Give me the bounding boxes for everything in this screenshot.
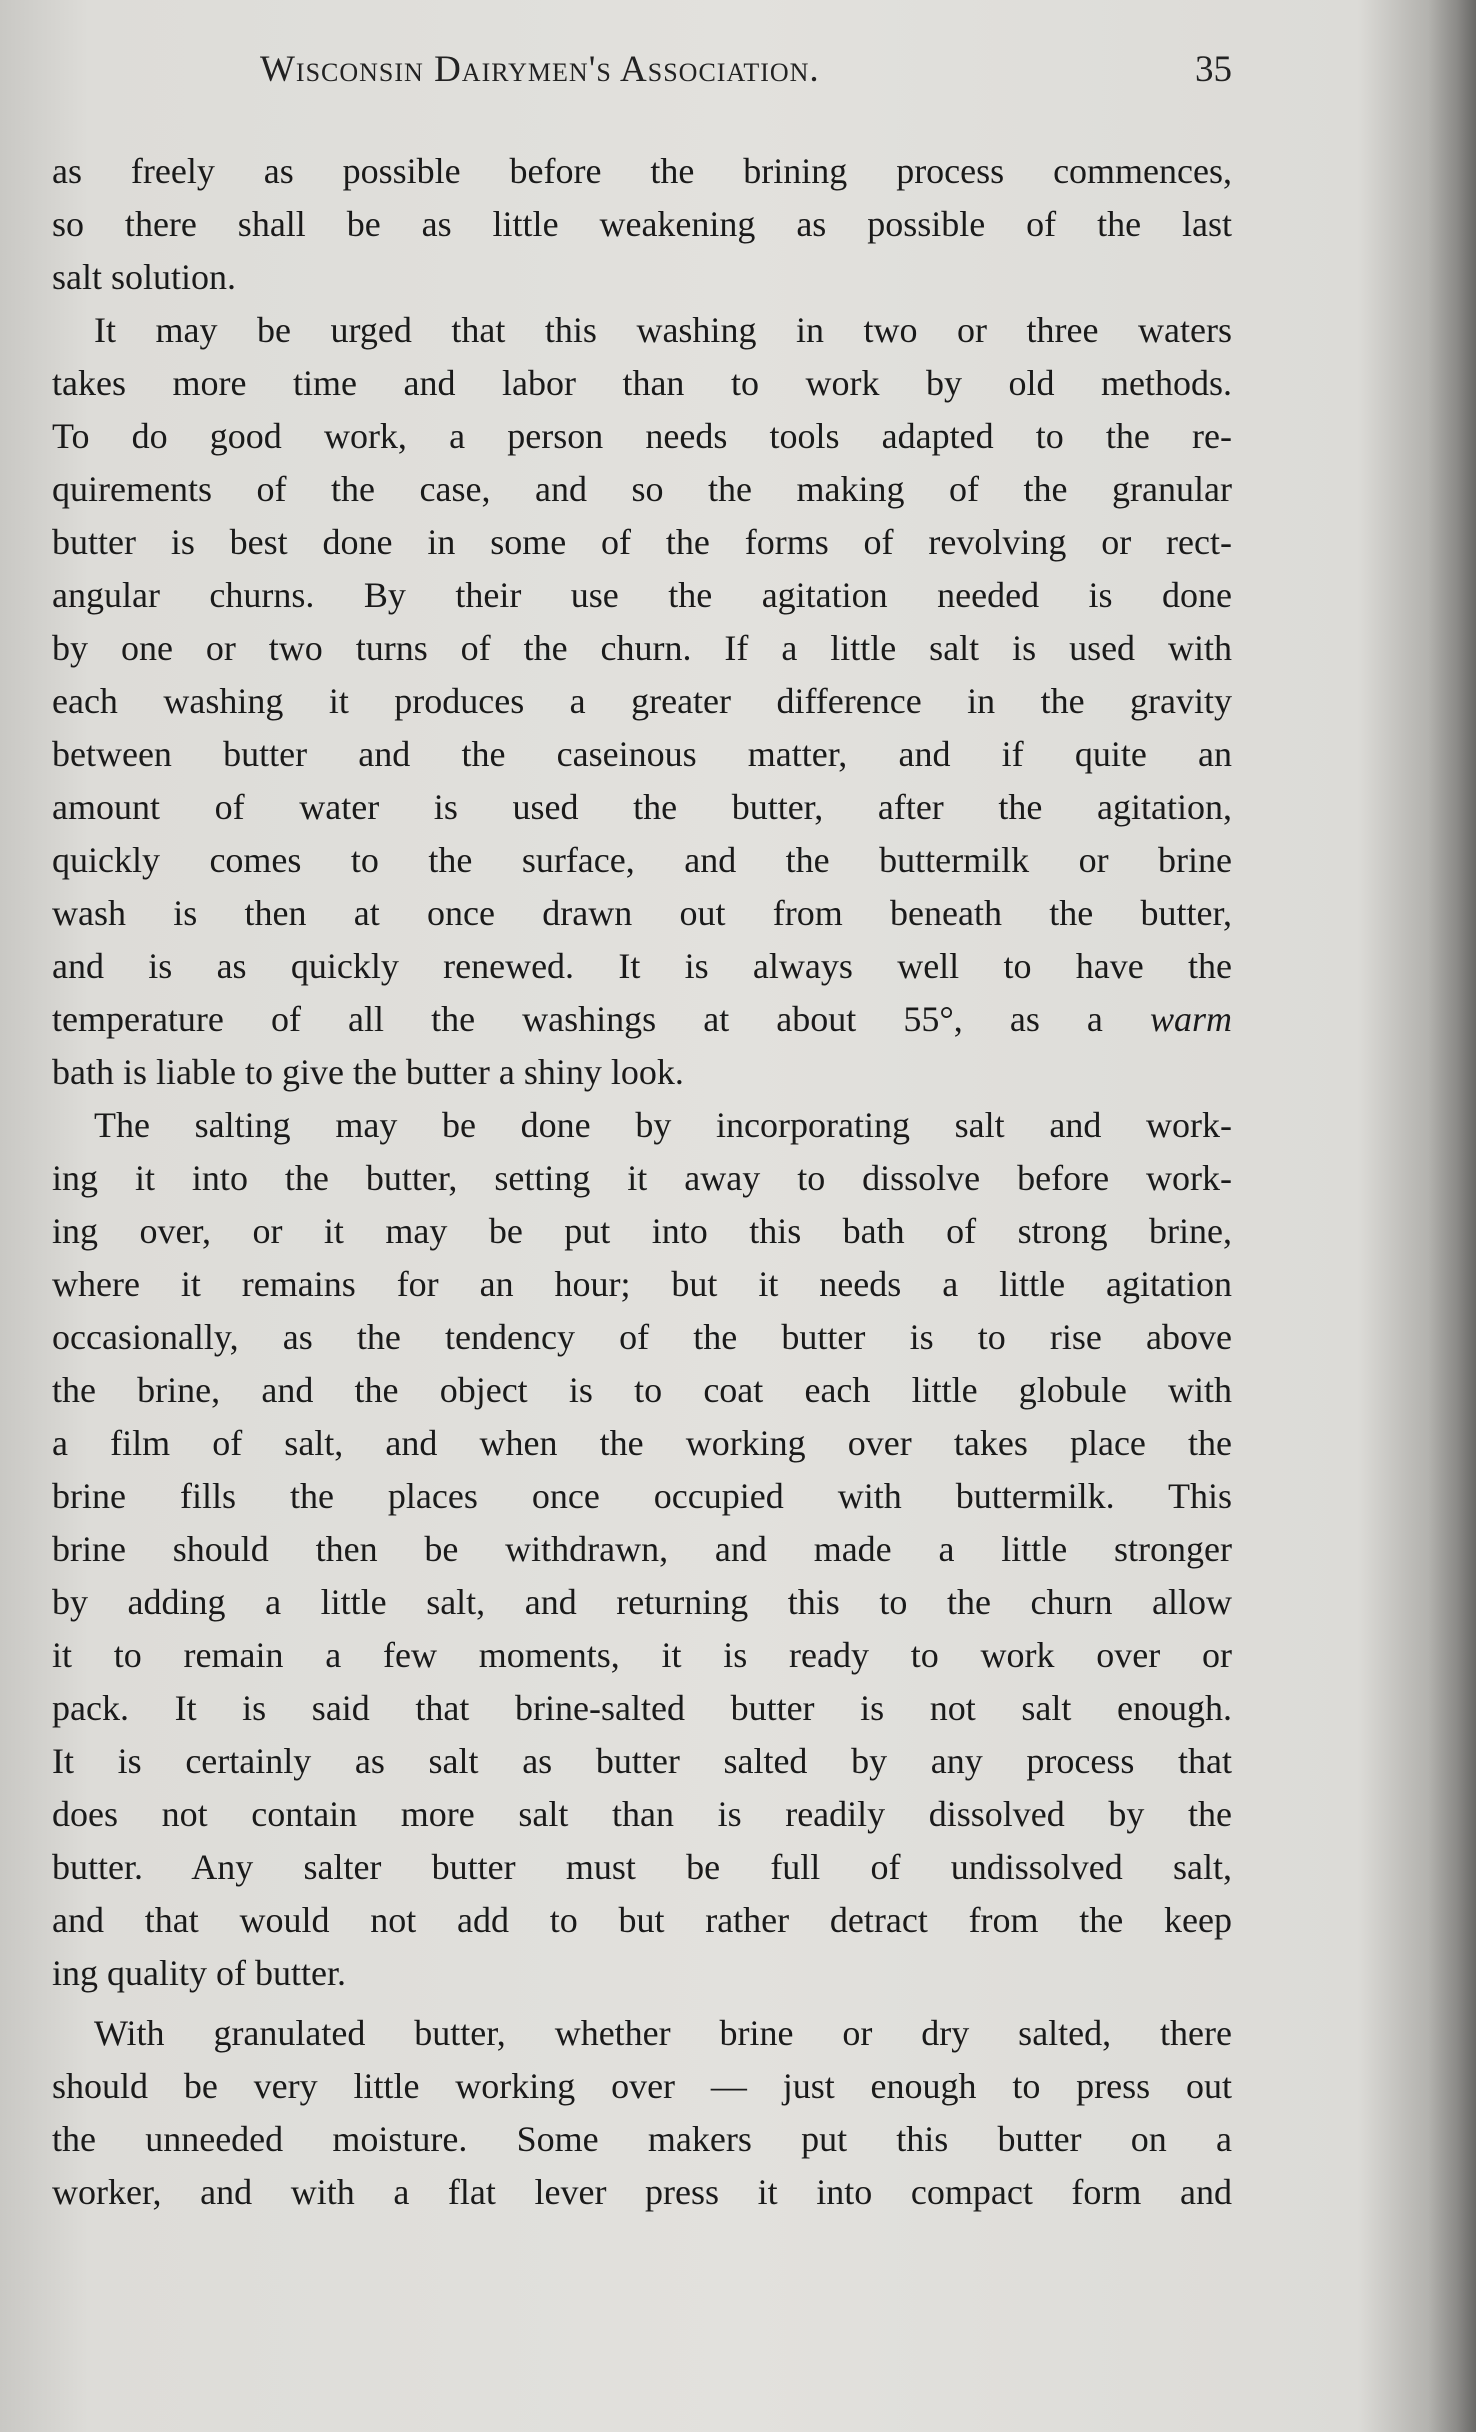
paragraph-4 (52, 2007, 1232, 2219)
page-edge-shadow (1428, 0, 1476, 2432)
paragraph-3 (52, 1099, 1232, 2000)
text-line: a film of salt, and when the working over takes place the (52, 1423, 1232, 1463)
text-line: amount of water is used the butter, after the agitation, (52, 787, 1232, 827)
text-line: quirements of the case, and so the making of the granular (52, 469, 1232, 509)
text-line: by one or two turns of the churn. If a little salt is used with (52, 628, 1232, 668)
text-line: should be very little working over — just enough to press out (52, 2066, 1232, 2106)
text-line: salt solution. (52, 257, 237, 297)
text-line: pack. It is said that brine-salted butter is not salt enough. (52, 1688, 1232, 1728)
text-line: as freely as possible before the brining process commences, (52, 151, 1232, 191)
text-line: butter. Any salter butter must be full of undissolved salt, (52, 1847, 1232, 1887)
text-line: It may be urged that this washing in two or three waters (94, 310, 1232, 350)
text-line: To do good work, a person needs tools adapted to the re- (52, 416, 1232, 456)
text-line: where it remains for an hour; but it needs a little agitation (52, 1264, 1232, 1304)
text-line: The salting may be done by incorporating salt and work- (94, 1105, 1232, 1145)
page-header (52, 48, 1232, 98)
emphasis-word: warm (1149, 999, 1232, 1039)
text-line: ing quality of butter. (52, 1953, 346, 1993)
text-line: brine fills the places once occupied with buttermilk. This (52, 1476, 1232, 1516)
text-line: between butter and the caseinous matter, and if quite an (52, 734, 1232, 774)
text-line: each washing it produces a greater difference in the gravity (52, 681, 1232, 721)
page-number: 35 (1195, 49, 1232, 90)
text-line: It is certainly as salt as butter salted by any process that (52, 1741, 1232, 1781)
text-line: does not contain more salt than is readily dissolved by the (52, 1794, 1232, 1834)
body-text (52, 145, 1232, 2219)
paragraph-2 (52, 304, 1232, 1099)
paragraph-gap (52, 2000, 1232, 2007)
text-line: angular churns. By their use the agitation needed is done (52, 575, 1232, 615)
text-line: quickly comes to the surface, and the buttermilk or brine (52, 840, 1232, 880)
text-line: takes more time and labor than to work by old methods. (52, 363, 1232, 403)
text-line: so there shall be as little weakening as possible of the last (52, 204, 1232, 244)
text-line: butter is best done in some of the forms of revolving or rect- (52, 522, 1232, 562)
text-line: and that would not add to but rather detract from the keep (52, 1900, 1232, 1940)
text-line: ing it into the butter, setting it away to dissolve before work- (52, 1158, 1232, 1198)
paragraph-1 (52, 145, 1232, 304)
text-line: temperature of all the washings at about 55°, as a warm (52, 999, 1232, 1039)
text-line: ing over, or it may be put into this bath of strong brine, (52, 1211, 1232, 1251)
text-line: brine should then be withdrawn, and made a little stronger (52, 1529, 1232, 1569)
text-line: and is as quickly renewed. It is always well to have the (52, 946, 1232, 986)
text-line: worker, and with a flat lever press it into compact form and (52, 2172, 1232, 2212)
text-line: With granulated butter, whether brine or dry salted, there (94, 2013, 1232, 2053)
text-line: it to remain a few moments, it is ready to work over or (52, 1635, 1232, 1675)
text-line: wash is then at once drawn out from beneath the butter, (52, 893, 1232, 933)
text-line: the brine, and the object is to coat each little globule with (52, 1370, 1232, 1410)
text-line: by adding a little salt, and returning this to the churn allow (52, 1582, 1232, 1622)
text-line: bath is liable to give the butter a shiny look. (52, 1052, 684, 1092)
text-line: the unneeded moisture. Some makers put this butter on a (52, 2119, 1232, 2159)
running-title: Wisconsin Dairymen's Association. (260, 49, 820, 90)
text-line: occasionally, as the tendency of the butter is to rise above (52, 1317, 1232, 1357)
